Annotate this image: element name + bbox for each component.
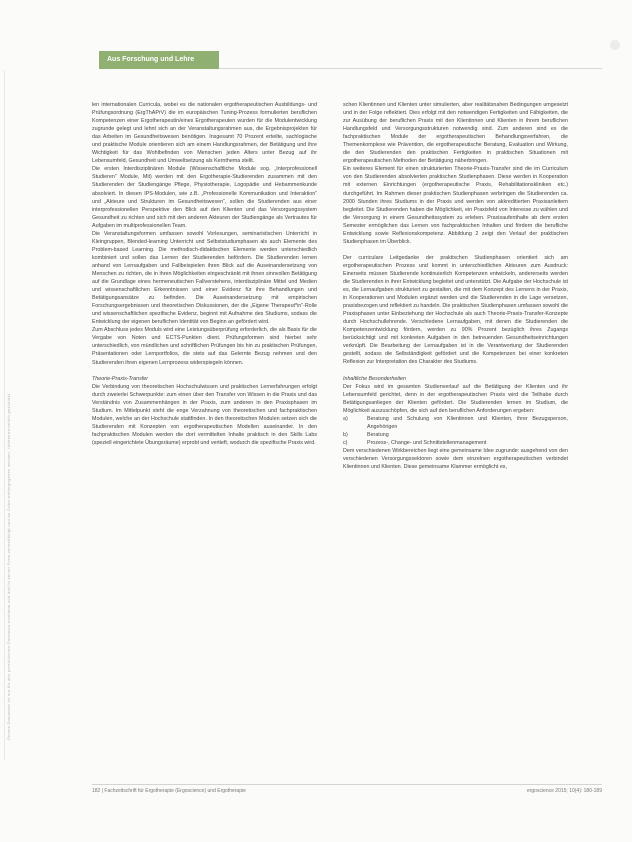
subheading: Theorie-Praxis-Transfer	[92, 375, 149, 382]
paragraph: Die Veranstaltungsformen umfassen sowohl Vorlesungen, seminaristischen Unterricht in Kleingruppen, Blended-learning Unterricht und Selbststudiumphasen als auch Elemente des Problem-based Learning. Die methodisch-didaktischen Elemente werden unterschiedlich kombiniert und sollen das Lernen der Studierenden befördern. Die Studierenden lernen anhand von Lernaufgaben und Fallbeispielen ihren Blick auf die Auseinandersetzung von Menschen zu richten, die in ihren Möglichkeiten eingeschränkt mit ihnen sinnvollen Betätigung auf die Grundlage eines hermeneutischen Fallverstehens, interdisziplinäre Mittel und Medien und wissenschaftlichen Erkenntnissen und einer Evidenz für ihre Behandlungen und Betätigungsansätze zu befinden. Die Auseinandersetzung mit empirischen Forschungsergebnissen und theoretischen Diskussionen, der die „Eigene Therapeut*in“-Rolle und wissenschaftlichen spezifische Evidenz, beginnt mit Aufnahme des Studiums, sodass die Entwicklung der eigenen beruflichen Identität von Beginn an gefördert wird.	[92, 230, 317, 326]
list-item	[343, 431, 568, 439]
list-text: Beratung und Schulung von Klientinnen und Klienten, ihrer Bezugsperson, Angehörigen	[367, 415, 568, 430]
enumerated-list	[343, 415, 568, 447]
paragraph: Dem verschiedenen Wirkbereichen liegt eine gemeinsame Idee zugrunde: ausgehend von den verschiedenen Versorgungssektoren sowie dem einzelnen ergotherapeutischen verbindet Klientinnen und Klienten. Diese gemeinsame Klammer ermöglicht es,	[343, 447, 568, 471]
paragraph: Der curriculare Leitgedanke der praktischen Studienphasen orientiert sich am ergotherapeutischen Prozess und kommt in unterschiedlichen Akteuren zum Ausdruck: Einerseits müssen Studierende kontinuierlich Kompetenzen entwickeln, andererseits werden die Studierenden in ihrer Entwicklung begleitet und unterstützt. Die Aufgabe der Hochschule ist es, die Lernaufgaben strukturiert zu gestalten, die mit dem Konzept des Lernens in der Praxis, in Kooperationen und Modulen ergänzt werden und die Studierenden in die Lage versetzen, praxisbezogen und reflektiert zu handeln. Die praktischen Studienphasen umfassen sowohl die Praxisphasen unter Einbeziehung der Hochschule als auch Theorie-Praxis-Transfer-Konzepte durch Hochschullehrende. Verschiedene Lernaufgaben, mit denen die Studierenden die Kompetenzentwicklung fördern, werden zu 90% Prozent bezüglich ihres Zugangs berücksichtigt und mit konkreten Aufgaben in den betreuenden Gesundheitseinrichtungen verknüpft. Die Bearbeitung der Lernaufgaben ist in die Verantwortung der Studierenden gestellt, sodass die Selbständigkeit gefördert und die Kompetenzen bei einer konkreten Reflexion zur Interpretation des Charakter des Studiums.	[343, 254, 568, 366]
header-rule	[219, 68, 602, 69]
list-marker: a)	[343, 415, 348, 422]
list-text: Beratung	[367, 431, 389, 438]
copyright-side-text: Dieses Dokument ist nur für den persönlichen Gebrauch bestimmt und darf in keiner Form vervielfältigt und an Dritte weitergegeben werden. Urheberrechtlich geschützt.	[6, 392, 11, 740]
paragraph: schen Klientinnen und Klienten unter simulierten, aber realitätsnahen Bedingungen umgesetzt und in der Folge reflektiert. Dies erfolgt mit den notwendigen Fertigkeiten und Fähigkeiten, die zur Ausübung der beruflichen Praxis mit den Klientinnen und Klienten in ihrem beruflichen Handlungsfeld und Versorgungsstrukturen notwendig sind. Zum anderen sind es die fachpraktischen Module der ergotherapeutischen Behandlungsverfahren, die Themenkomplexe wie Prävention, die ergotherapeutische Beratung, Evaluation und Wirkung, die den Studierenden den praktischen Fertigkeiten in praktischen Situationen mit ergotherapeutischen Methoden der Betätigung näherbringen.	[343, 102, 568, 165]
paragraph: Zum Abschluss jedes Moduls wird eine Leistungsüberprüfung erforderlich, die als Basis für die Vergabe von Noten und ECTS-Punkten dient. Prüfungsformen sind hierbei sehr unterschiedlich, von mündlichen und schriftlichen Prüfungen bis hin zu praktischen Prüfungen, Präsentationen oder Lernportfolios, die stets auf das Gelernte Bezug nehmen und den Studierenden ihren eigenen Lernprozess widerspiegeln können.	[92, 327, 317, 366]
right-column	[343, 101, 568, 752]
section-banner: Aus Forschung und Lehre	[99, 51, 219, 69]
paragraph: Der Fokus wird im gesamten Studienverlauf auf die Betätigung der Klienten und ihr Lebensumfeld gerichtet, denn in der ergotherapeutischen Praxis wird die Teilhabe durch Betätigungsanliegen der Klienten gefördert. Die Studierenden lernen im Studium, die Möglichkeit auszuschöpfen, die sich auf den beruflichen Anforderungen ergeben:	[343, 383, 568, 414]
list-marker: c)	[343, 439, 348, 446]
list-text: Prozess-, Change- und Schnittstellenmanagement	[367, 439, 487, 446]
footer-rule	[92, 784, 602, 785]
footer-journal: ergoscience 2015; 10(4): 180-189	[526, 788, 602, 794]
paragraph: Ein weiteres Element für einen strukturierten Theorie-Praxis-Transfer sind die im Curriculum von den Studierenden absolvierten praktischen Studienphasen. Diese werden in Kooperation mit externen Einrichtungen (ergotherapeutische Praxis, Rehabilitationskliniken etc.) durchgeführt. Im Rahmen dieser praktischen Studienphasen verbringen die Studierenden ca. 2000 Stunden ihres Studiums in der Praxis und werden von akkreditierten Praxisanleitern begleitet. Die Studierenden haben die Möglichkeit, ein Praxisfeld von Interesse zu wählen und die Versorgung in einem Gesundheitssystem zu erleben. Praxisaufenthalte ab dem ersten Semester ermöglichen das Lernen von fachpraktischen Inhalten und fördern die berufliche Entwicklung sowie Reflexionskompetenz. Abbildung 2 zeigt den Verlauf der praktischen Studienphasen im Überblick.	[343, 166, 568, 245]
paragraph: Die ersten Interdisziplinären Module (Wissenschaftliche Module sog. „Interprofessionell Studieren“ Module, Mit) werden mit den Ergotherapie-Studierenden zusammen mit den Studierenden der Studiengänge Pflege, Physiotherapie, Logopädie und Hebammenkunde absolviert. In diesen IPS-Modulen, wie z.B. „Professionelle Kommunikation und Interaktion“ und „Akteure und Strukturen im Gesundheitswesen“, sollen die Studierenden aus einer interprofessionellen Perspektive den Blick auf den Klienten und das Versorgungssystem Gesundheit zu richten und sich mit den anderen Akteuren der Studiengänge als Vertrautes für Aufgaben im multiprofessionellen Team.	[92, 166, 317, 229]
paragraph: len internationalen Curricula, wobei es die nationalen ergotherapeutischen Ausbildungs- und Prüfungsordnung (ErgThAPrV) die im europäischen Tuning-Prozess formulierten beruflichen Kompetenzen einer Ergotherapeutin/eines Ergotherapeuten wurden für die Modulentwicklung zugrunde gelegt und lehnt sich an der Veranstaltungsrahmen aus, die Ergebnisprojekten für das Arbeiten im Gesundheitswesen benötigen. Insgesamt 70 Prozent erteilte, sachlogische und praktische Module orientieren sich am einem Handlungsrahmen, der Betätigung und ihre Wichtigkeit für das Wohlbefinden von Menschen jeden Alters unter Bezug auf ihr Lebensumfeld, Gesundheit und Umweltsetzung als Kernthema stellt.	[92, 102, 317, 165]
footer-citation: 182 | Fachzeitschrift für Ergotherapie (Ergoscience) und Ergotherapie	[92, 788, 246, 794]
subheading: Inhaltliche Besonderheiten	[343, 375, 406, 382]
list-item	[343, 415, 568, 431]
page-mark	[610, 40, 620, 50]
left-column	[92, 101, 317, 752]
list-marker: b)	[343, 431, 348, 438]
list-item	[343, 439, 568, 447]
paragraph: Die Verbindung von theoretischen Hochschulwissen und praktischen Lernerfahrungen erfolgt durch zweierlei Schwerpunkte: zum einen über den Transfer von Wissen in die Praxis und das Verständnis von Zusammenhängen in der Praxis, zum anderen in den Praxisphasen im Studium. Im Mittelpunkt steht die enge Verzahnung von theoretischen und fachpraktischen Modulen, welche an der Hochschule stattfinden. In den theoretischen Modulen setzen sich die Studierenden mit Konzepten von ergotherapeutischen Modellen auseinander. In den fachpraktischen Modulen werden die dort vermittelten Inhalte praktisch in den Skills Labs (speziell eingerichtete Übungsräume) erprobt und vertieft, wodurch die spezifische Praxis wird.	[92, 383, 317, 446]
